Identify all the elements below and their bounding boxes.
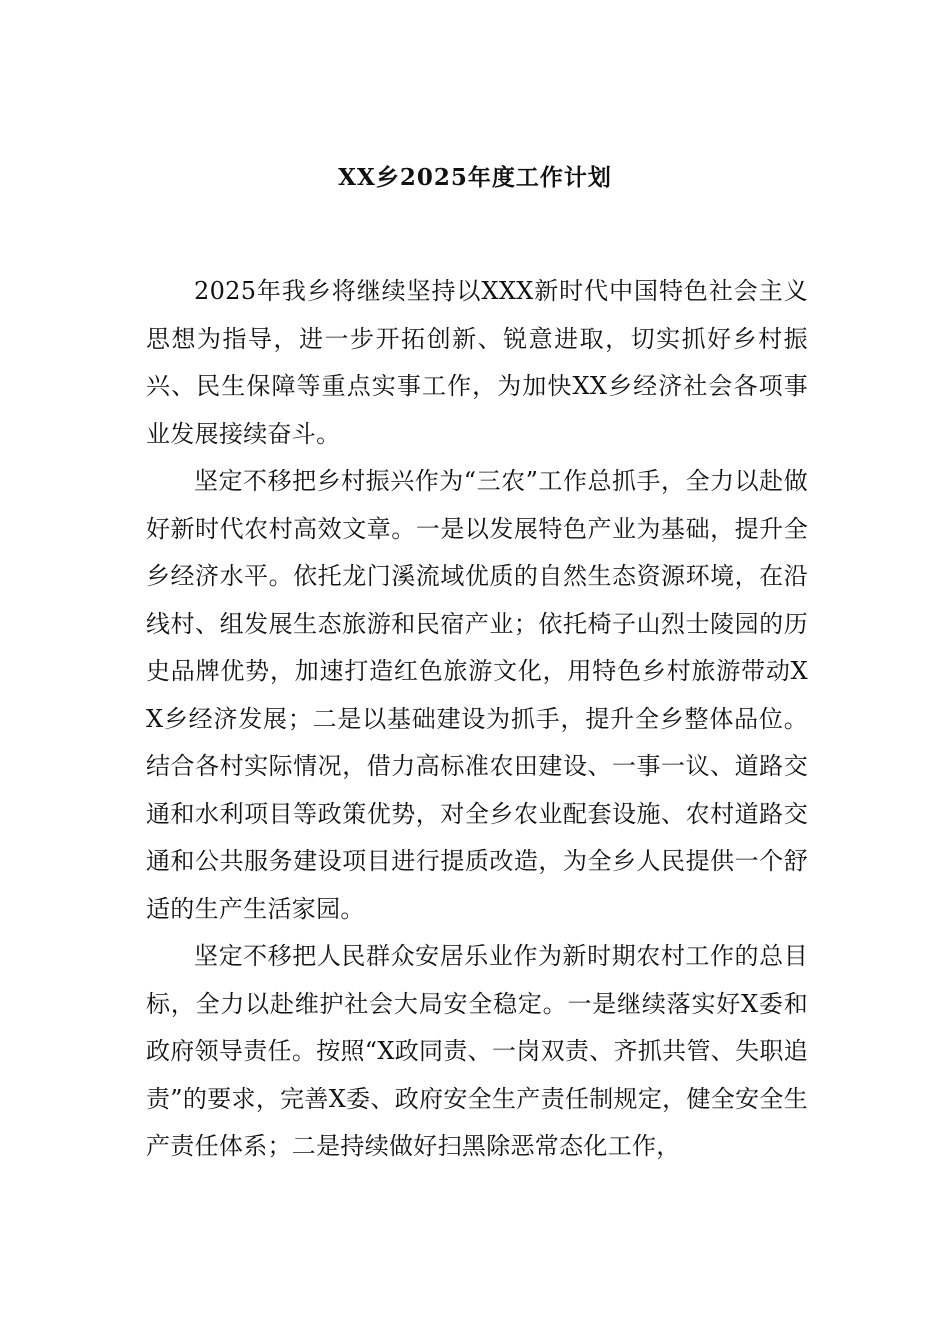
document-title: XX乡2025年度工作计划 — [338, 164, 612, 191]
document-body — [146, 268, 808, 1171]
paragraph-rural-revitalization: 坚定不移把乡村振兴作为“三农”工作总抓手，全力以赴做好新时代农村高效文章。一是以发展特色产业为基础，提升全乡经济水平。依托龙门溪流域优质的自然生态资源环境，在沿线村、组发展生态旅游和民宿产业；依托椅子山烈士陵园的历史品牌优势，加速打造红色旅游文化，用特色乡村旅游带动XX乡经济发展；二是以基础建设为抓手，提升全乡整体品位。结合各村实际情况，借力高标准农田建设、一事一议、道路交通和水利项目等政策优势，对全乡农业配套设施、农村道路交通和公共服务建设项目进行提质改造，为全乡人民提供一个舒适的生产生活家园。 — [146, 467, 808, 923]
paragraph-social-stability: 坚定不移把人民群众安居乐业作为新时期农村工作的总目标，全力以赴维护社会大局安全稳定。一是继续落实好X委和政府领导责任。按照“X政同责、一岗双责、齐抓共管、失职追责”的要求，完善X委、政府安全生产责任制规定，健全安全生产责任体系；二是持续做好扫黑除恶常态化工作， — [146, 942, 808, 1160]
paragraph-intro: 2025年我乡将继续坚持以XXX新时代中国特色社会主义思想为指导，进一步开拓创新、锐意进取，切实抓好乡村振兴、民生保障等重点实事工作，为加快XX乡经济社会各项事业发展接续奋斗。 — [146, 277, 808, 448]
